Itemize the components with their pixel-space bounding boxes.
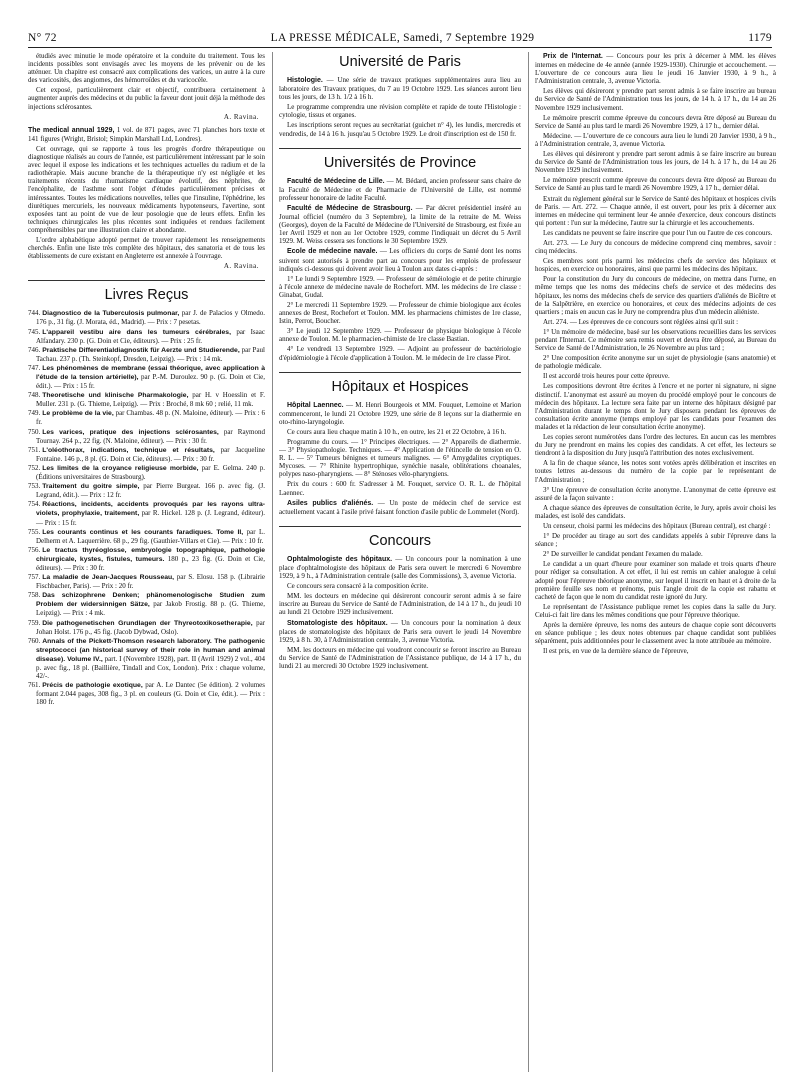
review-varices-text [28, 52, 265, 111]
paragraph-text: Programme du cours. — 1° Principes électriques. — 2° Appareils de diathermie. — 3° Physiopathologie. Techniques. — 4° Application de l'étincelle de tension en O. R. L. — 5° Tumeurs bénignes et tumeurs malignes. — 6° Amygdalites cryptiques. Mycoses. — 7° Rhinite hypertrophique, synéchie nasale, oblitérations choanales, polypes naso-pharyngiens. — 8° Sténoses vélo-pharyngiens. [279, 438, 521, 479]
paragraph [535, 257, 776, 273]
book-title: Die pathogenetischen Grundlagen der Thyreotoxikosetherapie, [42, 619, 253, 627]
paragraph-text: 1° Un mémoire de médecine, basé sur les observations recueillies dans les services pendant l'Internat. Ce mémoire sera remis ouvert et devra être déposé, au Bureau du Service de Santé de l'Administration, le 26 Novembre au plus tard ; [535, 327, 776, 353]
book-title: Les varices, pratique des injections sclérosantes, [42, 428, 219, 436]
paragraph-text: Les élèves qui désireront y prendre part seront admis à se faire inscrire au bureau du Service de Santé de l'Administration tous les jours, de 14 h. à 17 h., du 14 au 26 Novembre 1929 inclusivement. [535, 87, 776, 112]
paragraph-text: — M. Henri Bourgeois et MM. Fouquet, Lemoine et Marion commenceront, le lundi 21 Octobre 1929, une série de 8 leçons sur la diathermie en oto-rhino-laryngologie. [279, 400, 521, 426]
book-entry [28, 464, 265, 481]
issue-number: N° 72 [28, 32, 57, 44]
paragraph-text: Il est pris, en vue de la dernière séance de l'épreuve, [543, 647, 689, 656]
book-details: par J. de Palacios y Olmedo. 176 p., 31 fig. (J. Morata, éd., Madrid). — Prix : 7 pesetas. [36, 309, 265, 327]
paragraph-text: L'ordre alphabétique adopté permet de trouver rapidement les renseignements cherchés. Enfin une liste très complète des hôpitaux, des sanatoria et de tous les établissements de cure existant en Angleterre est annexée à l'ouvrage. [28, 235, 265, 261]
paragraph [28, 52, 265, 84]
book-entry [28, 573, 265, 590]
book-details: par Raymond Tournay. 264 p., 22 fig. (N. Maloine, éditeur). — Prix : 30 fr. [36, 427, 265, 445]
paragraph-text: Prix du cours : 600 fr. S'adresser à M. Fouquet, service O. R. L. de l'hôpital Laennec. [279, 480, 521, 497]
histologie-notice [279, 76, 521, 138]
page-number: 1179 [748, 32, 772, 44]
paragraph-text: Ce cours aura lieu chaque matin à 10 h., en outre, les 21 et 22 Octobre, à 16 h. [287, 427, 507, 436]
lille-notice [279, 177, 521, 202]
book-details: par Isaac Alfandary. 230 p. (G. Doin et Cie, éditeurs). — Prix : 25 fr. [36, 327, 265, 345]
paragraph [535, 318, 776, 326]
notice-head: Histologie. [287, 77, 323, 84]
paragraph [279, 619, 521, 644]
paragraph-text: Le représentant de l'Assistance publique remet les copies dans la salle du Jury. Celui-ci fait lire dans les mêmes conditions que pour l'épreuve théorique. [535, 602, 776, 619]
stomatologiste-notice [279, 619, 521, 671]
strasbourg-head: Faculté de Médecine de Strasbourg. [287, 204, 413, 212]
paragraph [535, 621, 776, 645]
paragraph [535, 560, 776, 600]
book-title: La maladie de Jean-Jacques Rousseau, [42, 574, 175, 582]
book-title: Les limites de la croyance religieuse morbide, [42, 464, 199, 472]
book-number: 744. [28, 309, 41, 318]
paragraph [279, 582, 521, 590]
book-entry [28, 446, 265, 463]
book-details: par Jacqueline Fontaine. 146 p., 8 pl. (G. Doin et Cie, éditeurs). — Prix : 30 fr. [36, 445, 265, 463]
book-title: L'appareil vestibu aire dans les tumeurs cérébrales, [42, 328, 231, 336]
section-title-concours: Concours [279, 526, 521, 549]
asiles-text: — Un poste de médecin chef de service est actuellement vacant à l'asile privé faisant fonction d'asile public de Lommelet (Nord). [279, 498, 521, 516]
lille-text: — M. Bédard, ancien professeur sans chaire de la Faculté de Médecine et de Pharmacie de l'Université de Lille, est nommé professeur honoraire de ladite Faculté. [279, 176, 521, 202]
paragraph [535, 550, 776, 558]
book-number: 751. [28, 445, 41, 454]
paragraph [535, 382, 776, 431]
ecole-navale-notice [279, 247, 521, 361]
section-title-livres-recus: Livres Reçus [28, 280, 265, 303]
left-column [28, 52, 265, 1072]
book-entry [28, 309, 265, 326]
paragraph [28, 86, 265, 110]
paragraph [535, 114, 776, 130]
book-details: par P.-M. Duroulez. 90 p. (G. Doin et Cie, édit.). — Prix : 15 fr. [36, 373, 265, 391]
paragraph [535, 328, 776, 352]
page-header [28, 24, 772, 48]
paragraph [535, 150, 776, 174]
paragraph-text: 3° Une épreuve de consultation écrite anonyme. L'anonymat de cette épreuve est assuré de la façon suivante : [535, 485, 776, 502]
book-details: par H. v Hoesslin et F. Muller. 231 p. (G. Thieme, Leipzig). — Prix : Broché, 8 mk 60 ; relié, 11 mk. [36, 391, 265, 409]
paragraph [279, 480, 521, 496]
paragraph [535, 372, 776, 380]
notice-head: Stomatologiste des hôpitaux. [287, 619, 388, 627]
paragraph-text: Les inscriptions seront reçues au secrétariat (guichet n° 4), les lundis, mercredis et vendredis, de 14 à 16 h. jusqu'au 5 Octobre 1929. Le droit d'inscription est de 150 fr. [279, 121, 521, 138]
paragraph-text: Médecine. — L'ouverture de ce concours aura lieu le lundi 20 Janvier 1930, à 9 h., à l'Administration centrale, 3, avenue Victoria. [535, 131, 776, 148]
paragraph-text: Les compositions devront être écrites à l'encre et ne porter ni signature, ni signe distinctif. L'anonymat est assuré au moyen du procédé employé pour le concours de médecin des hôpitaux. La lecture sera faite par un interne des hôpitaux désigné par l'Administration durant le temps dont le Jury disposera pendant les épreuves de consultation écrite anonyme (temps employé par les candidats pour l'examen des malades et la rédaction de leur consultation écrite anonyme). [535, 382, 776, 431]
paragraph [279, 275, 521, 299]
book-number: 747. [28, 363, 41, 372]
book-number: 752. [28, 463, 41, 472]
paragraph-text: Extrait du règlement général sur le Service de Santé des hôpitaux et hospices civils de Paris. — Art. 272. — Chaque année, il est ouvert, pour les prix à décerner aux internes en médecine qui terminent leur 4e année d'exercice, deux concours distincts qui portent : l'un sur la médecine, l'autre sur la chirurgie et les accouchements. [535, 194, 776, 227]
book-details: par Jakob Frostig. 88 p. (G. Thieme, Leipzig). — Prix : 4 mk. [36, 600, 265, 618]
book-number: 760. [28, 636, 41, 645]
paragraph [279, 327, 521, 343]
paragraph-text: — Un concours pour la nomination à une place d'ophtalmologiste des hôpitaux de Paris sera ouvert le mercredi 6 Novembre 1929, à 9 h., à l'Administration centrale (salle des Commissions), 3, avenue Victoria. [279, 554, 521, 581]
book-number: 755. [28, 527, 41, 536]
section-title-hopitaux: Hôpitaux et Hospices [279, 372, 521, 395]
paragraph-text: MM. les docteurs en médecine qui désireront concourir seront admis à se faire inscrire au Bureau du Service de Santé de l'Administration, de 14 à 17 h., du jeudi 10 au lundi 21 Octobre 1929 inclusivement. [279, 592, 521, 617]
paragraph-text: Un censeur, choisi parmi les médecins des hôpitaux (Bureau central), est chargé : [543, 521, 771, 530]
prix-internat-notice [535, 52, 776, 655]
book-entry [28, 637, 265, 680]
book-entry [28, 482, 265, 499]
book-title: Les courants continus et les courants faradiques. Tome II, [42, 528, 244, 536]
paragraph-text: 2° Une composition écrite anonyme sur un sujet de physiologie (sans anatomie) et de pathologie médicale. [535, 354, 776, 371]
paragraph [279, 401, 521, 426]
paragraph-text: Le mémoire prescrit comme épreuve du concours devra être déposé au Bureau du Service de Santé au plus tard le mardi 26 Novembre 1929, à 17 h., dernier délai. [535, 113, 776, 130]
book-title: Réactions, incidents, accidents provoqués par les rayons ultra-violets, prophylaxie, traitement, [36, 501, 265, 518]
book-entry [28, 328, 265, 345]
paragraph-text: Les candidats ne peuvent se faire inscrire que pour l'un ou l'autre de ces concours. [543, 228, 773, 237]
book-number: 754. [28, 500, 41, 509]
paragraph [535, 176, 776, 192]
paragraph [535, 459, 776, 483]
strasbourg-text: — Par décret présidentiel inséré au Journal officiel (numéro du 3 Septembre), la limite de la retraite de M. Weiss (Georges), doyen de la Faculté de Médecine de l'Université de Strasbourg, est fixée au 1er Avril 1929 et non au 1er Octobre 1929, comme l'indiquait un décret du 5 Avril 1929. M. Weiss cessera ses fonctions le 30 Septembre 1929. [279, 203, 521, 246]
paragraph-text: — Un concours pour la nomination à deux places de stomatologiste des hôpitaux de Paris sera ouvert le jeudi 14 Novembre 1929, à 8 h. 30, à l'Administration centrale, 3, avenue Victoria. [279, 618, 521, 644]
book-entry [28, 591, 265, 617]
paragraph [279, 438, 521, 478]
annual-title: The medical annual 1929, [28, 126, 115, 134]
paragraph-text: MM. les docteurs en médecine qui voudront concourir se feront inscrire au Bureau du Service de Santé de l'Administration de l'Assistance publique, de 14 à 17 h., du lundi 21 au mercredi 30 Octobre 1929 inclusivement. [279, 645, 521, 670]
paragraph-text: Les copies seront numérotées dans l'ordre des lectures. En aucun cas les membres du Jury ne prendront en mains les copies des candidats. A cet effet, les lecteurs se tiendront à la disposition du Jury jusqu'à l'attribution des notes exclusivement. [535, 433, 776, 458]
paragraph-text: Après la dernière épreuve, les noms des auteurs de chaque copie sont découverts en séance publique ; les deux notes obtenues par chaque candidat sont publiées séparément, puis additionnées pour le classement avec la note attribuée au mémoire. [535, 621, 776, 646]
paragraph [279, 555, 521, 580]
section-title-universite-paris: Université de Paris [339, 54, 461, 70]
paragraph-text: Pour la constitution du Jury du concours de médecine, on mettra dans l'urne, en même temps que les noms des médecins chefs de service et des médecins des hôpitaux, les noms des médecins chefs de service des quartiers d'aliénés de Bicêtre et de la Salpêtrière, en exercice ou honoraires, et ceux des médecins adjoints de ces quartiers ; mais en aucun cas le Jury ne comprendra plus d'un médecin aliéniste. [535, 275, 776, 316]
annual-review-head [28, 126, 265, 143]
book-details: par A. Le Dantec (5e édition). 2 volumes formant 2.044 pages, 308 fig., 3 pl. en couleurs (G. Doin et Cie, édit.). — Prix : 180 fr. [36, 681, 265, 707]
paragraph [535, 229, 776, 237]
notice-head: Prix de l'Internat. [543, 53, 603, 60]
paragraph [279, 646, 521, 670]
paragraph [279, 121, 521, 137]
paragraph [28, 145, 265, 234]
paragraph-text: A chaque séance des épreuves de consultation écrite, le Jury, après avoir choisi les malades, est isolé des candidats. [535, 503, 776, 520]
book-number: 748. [28, 391, 41, 400]
paragraph-text: étudiés avec minutie le mode opératoire et la conduite du traitement. Tous les incidents possibles sont envisagés avec les moyens de les prévenir ou de les atténuer. Un chapitre est consacré aux complications des varices, un autre à la cure des varicosités, des angiomes, des hémorroïdes et du varicocèle. [28, 52, 265, 85]
book-details: par Paul Tachau. 237 p. (Th. Steinkopf, Dresden, Leipzig). — Prix : 14 mk. [36, 345, 265, 363]
paragraph [28, 236, 265, 260]
signature: A. Ravina. [223, 262, 259, 271]
book-entry [28, 391, 265, 408]
book-title: Annals of the Pickett-Thomson research laboratory. The pathogenic streptococci (an historical survey of their role in human and animal disease). Volume IV., [36, 637, 265, 663]
strasbourg-notice [279, 204, 521, 245]
paragraph-text: Art. 273. — Le Jury du concours de médecine comprend cinq membres, savoir : cinq médecins. [535, 238, 776, 256]
paragraph-text: Il est accordé trois heures pour cette épreuve. [543, 372, 670, 381]
paragraph [279, 345, 521, 361]
book-details: part. I (Novembre 1928), part. II (Avril 1929) 2 vol., 404 p. avec fig., 18 pl. (Baillière, Tindall and Cox, London). Prix : chaque volume, 42/-. [36, 654, 265, 681]
book-details: par S. Elosu. 158 p. (Librairie Fischbacher, Paris). — Prix : 20 fr. [36, 573, 265, 591]
paragraph [279, 247, 521, 272]
paragraph-text: 2° De surveiller le candidat pendant l'examen du malade. [543, 550, 703, 559]
paragraph [279, 301, 521, 325]
book-entry [28, 346, 265, 363]
book-list [28, 309, 265, 706]
paragraph-text: Le candidat a un quart d'heure pour examiner son malade et trois quarts d'heure pour rédiger sa consultation. A cet effet, il lui est remis un cahier analogue à celui adopté pour l'épreuve théorique anonyme, sur lequel il inscrit en haut et à droite de la première feuille ses nom et prénoms, puis l'angle droit de la copie est rabattu et cacheté de façon que le nom du candidat reste ignoré du Jury. [535, 560, 776, 601]
book-number: 759. [28, 618, 41, 627]
paragraph-text: — Les officiers du corps de Santé dont les noms suivent sont autorisés à prendre part au concours pour les emplois de professeur indiqués ci-dessous qui doivent avoir lieu à Toulon aux dates ci-après : [279, 247, 521, 273]
book-number: 761. [28, 681, 41, 690]
paragraph-text: Cet exposé, particulièrement clair et objectif, contribuera certainement à augmenter auprès des médecins et du public la faveur dont jouit déjà la méthode des injections sclérosantes. [28, 86, 265, 111]
paragraph [535, 132, 776, 148]
paragraph-text: A la fin de chaque séance, les notes sont votées après délibération et inscrites en toutes lettres au-dessous du numéro de la copie par le représentant de l'Administration ; [535, 459, 776, 484]
paragraph [279, 428, 521, 436]
paragraph-text: Ces membres sont pris parmi les médecins chefs de service des hôpitaux et hospices, en exercice ou honoraires, ainsi que parmi les médecins des hôpitaux. [535, 257, 776, 274]
journal-title: LA PRESSE MÉDICALE, Samedi, 7 Septembre 1929 [270, 32, 535, 44]
paragraph-text: Ce concours sera consacré à la composition écrite. [287, 582, 429, 591]
paragraph [279, 592, 521, 616]
section-title-universites-province: Universités de Province [279, 148, 521, 171]
book-title: Les phénomènes de membrane (essai théorique, avec application à l'étude de la tension artérielle), [36, 364, 265, 381]
paragraph [535, 195, 776, 227]
paragraph [535, 522, 776, 530]
book-details: par Johan Holst. 176 p., 45 fig. (Jacob Dybwad, Oslo). [36, 618, 265, 636]
paragraph-text: 4° Le vendredi 13 Septembre 1929. — Adjoint au professeur de bactériologie d'épidémiologie à l'école d'application à Toulon. M. le médecin de 1re classe Pirot. [279, 345, 521, 362]
book-number: 758. [28, 591, 41, 600]
paragraph [279, 103, 521, 119]
paragraph-text: 1° Le lundi 9 Septembre 1929. — Professeur de séméiologie et de petite chirurgie à l'école annexe de médecine navale de Rochefort. MM. les médecins de 1re classe : Ginabat, Gudal. [279, 274, 521, 299]
book-title: Traitement du goitre simple, [42, 483, 140, 491]
book-entry [28, 528, 265, 545]
book-entry [28, 364, 265, 390]
signature: A. Ravina. [223, 112, 259, 121]
paragraph-text: 1° De procéder au tirage au sort des candidats appelés à subir l'épreuve dans la séance ; [535, 532, 776, 549]
paragraph [535, 504, 776, 520]
paragraph [535, 87, 776, 111]
paragraph [535, 532, 776, 548]
book-entry [28, 681, 265, 706]
annual-details: 1 vol. de 871 pages, avec 71 planches hors texte et 141 figures (Wright, Bristol; Simpkin Marshall Ltd, Londres). [28, 125, 265, 143]
notice-head: Ophtalmologiste des hôpitaux. [287, 555, 393, 563]
paragraph-text: 2° Le mercredi 11 Septembre 1929. — Professeur de chimie biologique aux écoles annexes de Brest, Rochefort et Toulon. MM. les pharmaciens chimistes de 1re classe, Istin, Perrot, Boucher. [279, 300, 521, 326]
book-entry [28, 546, 265, 572]
paragraph [535, 647, 776, 655]
book-details: par R. Hickel. 128 p. (J. Legrand, éditeur). — Prix : 15 fr. [36, 509, 265, 527]
paragraph [535, 239, 776, 255]
book-title: Praktische Differentialdiagnostik für Aerzte und Studierende, [42, 346, 240, 354]
paragraph-text: 3° Le jeudi 12 Septembre 1929. — Professeur de physique biologique à l'école annexe de Toulon. M. le pharmacien-chimiste de 1re classe Bastian. [279, 327, 521, 344]
column-divider [528, 52, 529, 1072]
notice-head: Ecole de médecine navale. [287, 248, 378, 256]
book-title: L'oléothorax, indications, technique et résultats, [42, 446, 215, 454]
book-title: Le problème de la vie, [42, 410, 114, 418]
book-title: Le tractus thyréoglosse, embryologie topographique, pathologie chirurgicale, kystes, fistules, tumeurs. [36, 546, 265, 563]
paragraph-text: Art. 274. — Les épreuves de ce concours sont réglées ainsi qu'il suit : [543, 317, 739, 326]
asiles-head: Asiles publics d'aliénés. [287, 499, 374, 507]
lille-head: Faculté de Médecine de Lille. [287, 177, 385, 185]
asiles-notice [279, 499, 521, 516]
book-entry [28, 500, 265, 526]
paragraph-text: — Une série de travaux pratiques supplémentaires aura lieu au laboratoire des Travaux pratiques, du 7 au 19 Octobre 1929. Les séances auront lieu tous les jours, de 13 h. 1/2 à 16 h. [279, 76, 521, 102]
paragraph-text: Cet ouvrage, qui se rapporte à tous les progrès d'ordre thérapeutique ou diagnostique réalisés au cours de l'année, est particulièrement intéressant par le soin avec lequel il expose les indications et les techniques actuelles du radium et de la radiothérapie. Mais aucune branche de la thérapeutique n'y est négligée et les traitements récents du rhumatisme cardiaque évolutif, des néphrites, de l'encéphalite, de l'asthme sont l'objet d'études particulièrement précises et intéressantes. Toutes les médications nouvelles, telles que l'insuline, l'éphédrine, les diurétiques mercuriels, les nouveaux médicaments hypotenseurs, l'avertine, sont exposées tant au point de vue de leur posologie que de leurs effets. Enfin les techniques chirurgicales les plus récentes sont indiquées et rendues facilement compréhensibles par une illustration claire et abondante. [28, 144, 265, 234]
book-title: Das schizophrene Denken; phänomenologische Studien zum Problem der widersinnigen Sätze, [36, 592, 265, 609]
column-divider [272, 52, 273, 1072]
paragraph-text: Le mémoire prescrit comme épreuve du concours devra être déposé au Bureau du Service de Santé au plus tard le mardi 26 Novembre 1929, à 17 h., dernier délai. [535, 176, 776, 193]
book-number: 753. [28, 482, 41, 491]
paragraph-text: — Concours pour les prix à décerner à MM. les élèves internes en médecine de 4e année (année 1929-1930). Chirurgie et accouchement. — L'ouverture de ce concours aura lieu le jeudi 16 Janvier 1930, à 9 h., à l'Administration centrale, 3, avenue Victoria. [535, 52, 776, 86]
book-title: Diagnostico de la Tuberculosis pulmonar, [42, 310, 180, 318]
book-details: par L. Delherm et A. Laquerrière. 68 p., 29 fig. (Gauthier-Villars et Cie). — Prix : 10 fr. [36, 527, 265, 545]
paragraph [535, 354, 776, 370]
middle-column [279, 52, 521, 1072]
book-entry [28, 619, 265, 636]
book-details: par E. Gelma. 240 p. (Éditions universitaires de Strasbourg). [36, 463, 265, 482]
laennec-notice [279, 401, 521, 497]
notice-head: Hôpital Laennec. [287, 401, 344, 409]
book-number: 745. [28, 327, 41, 336]
book-title: Theoretische und klinische Pharmakologie, [42, 392, 189, 400]
paragraph [535, 52, 776, 85]
paragraph [279, 76, 521, 101]
book-number: 757. [28, 573, 41, 582]
paragraph-text: Les élèves qui désireront y prendre part seront admis à se faire inscrire au bureau du Service de Santé de l'Administration tous les jours, de 14 h. à 17 h., du 14 au 26 Novembre 1929 inclusivement. [535, 150, 776, 175]
book-details: par Pierre Burgeat. 166 p. avec fig. (J. Legrand, édit.). — Prix : 12 fr. [36, 482, 265, 500]
annual-review-text [28, 145, 265, 260]
book-entry [28, 409, 265, 426]
book-number: 750. [28, 427, 41, 436]
paragraph [535, 275, 776, 315]
paragraph-text: Le programme comprendra une révision complète et rapide de toute l'Histologie : cytologie, tissus et organes. [279, 103, 521, 120]
right-column [535, 52, 776, 1072]
paragraph [535, 486, 776, 502]
book-details: 180 p., 23 fig. (G. Doin et Cie, éditeurs). — Prix : 30 fr. [36, 554, 265, 572]
book-entry [28, 428, 265, 445]
book-number: 749. [28, 409, 41, 418]
book-number: 756. [28, 545, 41, 554]
paragraph [535, 603, 776, 619]
book-title: Précis de pathologie exotique, [42, 682, 143, 690]
book-number: 746. [28, 345, 41, 354]
paragraph [535, 433, 776, 457]
book-details: par Chambas. 48 p. (N. Maloine, éditeur). — Prix : 6 fr. [36, 409, 265, 427]
ophtalmologiste-notice [279, 555, 521, 617]
